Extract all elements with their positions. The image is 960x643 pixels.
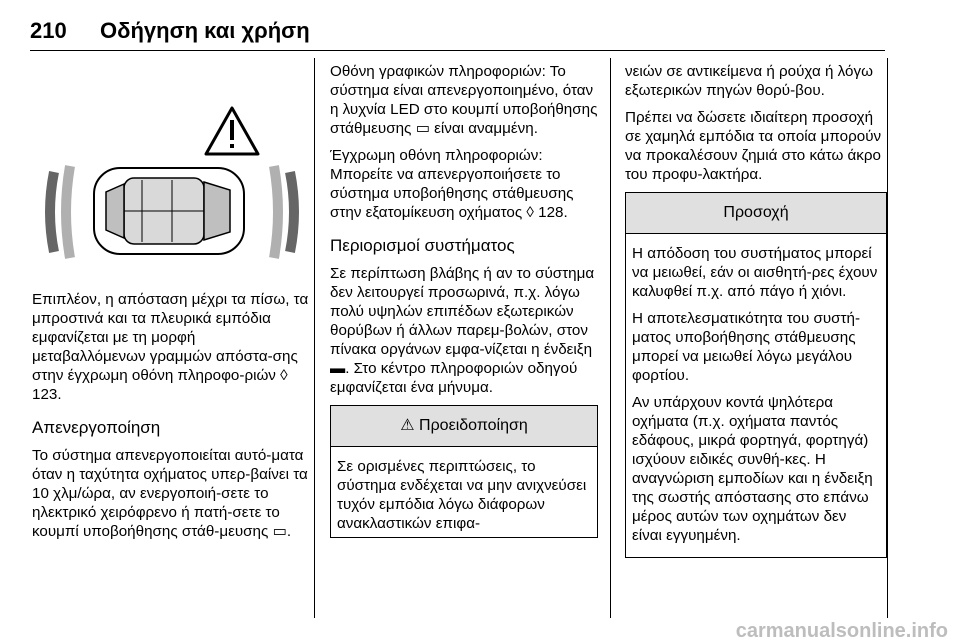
column-divider	[610, 58, 611, 618]
column-divider	[314, 58, 315, 618]
caution-body	[626, 234, 886, 557]
section-heading: Απενεργοποίηση	[32, 418, 161, 437]
paragraph: Η απόδοση του συστήματος μπορεί να μειωθεί, εάν οι αισθητή-ρες έχουν καλυφθεί π.χ. από πάγο ή χιόνι.	[632, 245, 878, 300]
page-number: 210	[30, 18, 67, 43]
header-rule	[30, 50, 885, 51]
paragraph: Οθόνη γραφικών πληροφοριών: Το σύστημα είναι απενεργοποιημένο, όταν η λυχνία LED στο κουμπί υποβοήθησης στάθμευσης ▭ είναι αναμμένη.	[330, 63, 598, 137]
paragraph: Αν υπάρχουν κοντά ψηλότερα οχήματα (π.χ. οχήματα παντός εδάφους, μικρά φορτηγά, φορτηγά) ισχύουν ειδικές συνθή-κες. Η αναγνώριση εμποδίων και η ένδειξη της σωστής απόστασης στο επάνω μέρος αυτών των οχημάτων δεν είναι εγγυημένη.	[632, 394, 873, 544]
car-sensor-icon	[32, 62, 312, 290]
paragraph: Έγχρωμη οθόνη πληροφοριών: Μπορείτε να απενεργοποιήσετε το σύστημα υποβοήθησης στάθμευσης στην εξατομίκευση οχήματος ◊ 128.	[330, 147, 574, 221]
column-1	[32, 62, 312, 549]
column-divider	[887, 58, 888, 618]
paragraph: Σε περίπτωση βλάβης ή αν το σύστημα δεν λειτουργεί προσωρινά, π.χ. λόγω πολύ υψηλών επιπέδων εξωτερικών θορύβων ή άλλων παρεμ-βολών, στον πίνακα οργάνων εμφα-νίζεται η ένδειξη ▬. Στο κέντρο πληροφοριών οδηγού εμφανίζεται ένα μήνυμα.	[330, 265, 595, 396]
caution-title: Προσοχή	[626, 192, 886, 234]
page-header	[30, 18, 885, 54]
watermark: carmanualsonline.info	[735, 620, 948, 642]
paragraph: νειών σε αντικείμενα ή ρούχα ή λόγω εξωτερικών πηγών θορύ-βου.	[625, 63, 873, 99]
page-title: Οδήγηση και χρήση	[100, 18, 310, 43]
caution-box	[625, 192, 887, 558]
column-3	[625, 62, 887, 558]
paragraph: Η αποτελεσματικότητα του συστή-ματος υποβοήθησης στάθμευσης μπορεί να μειωθεί λόγω μεγάλου φορτίου.	[632, 310, 861, 384]
section-heading: Περιορισμοί συστήματος	[330, 236, 515, 255]
column-2	[330, 62, 598, 538]
paragraph: Πρέπει να δώσετε ιδιαίτερη προσοχή σε χαμηλά εμπόδια τα οποία μπορούν να προκαλέσουν ζημιά στο κάτω άκρο του προφυ-λακτήρα.	[625, 109, 882, 183]
warning-box	[330, 405, 598, 538]
warning-body: Σε ορισμένες περιπτώσεις, το σύστημα ενδέχεται να μην ανιχνεύσει τυχόν εμπόδια λόγω διάφορων ανακλαστικών επιφα-	[337, 458, 587, 532]
paragraph: Το σύστημα απενεργοποιείται αυτό-ματα όταν η ταχύτητα οχήματος υπερ-βαίνει τα 10 χλμ/ώρα, αν ενεργοποιή-σετε το ηλεκτρικό χειρόφρενο ή πατή-σετε το κουμπί υποβοήθησης στάθ-μευσης ▭.	[32, 447, 308, 540]
paragraph: Επιπλέον, η απόσταση μέχρι τα πίσω, τα μπροστινά και τα πλευρικά εμπόδια εμφανίζεται με τη μορφή μεταβαλλόμενων γραμμών απόστα-σης στην έγχρωμη οθόνη πληροφο-ριών ◊ 123.	[32, 291, 309, 403]
footer	[0, 620, 960, 642]
parking-assist-illustration	[32, 62, 312, 290]
warning-title: ⚠ Προειδοποίηση	[331, 405, 597, 447]
